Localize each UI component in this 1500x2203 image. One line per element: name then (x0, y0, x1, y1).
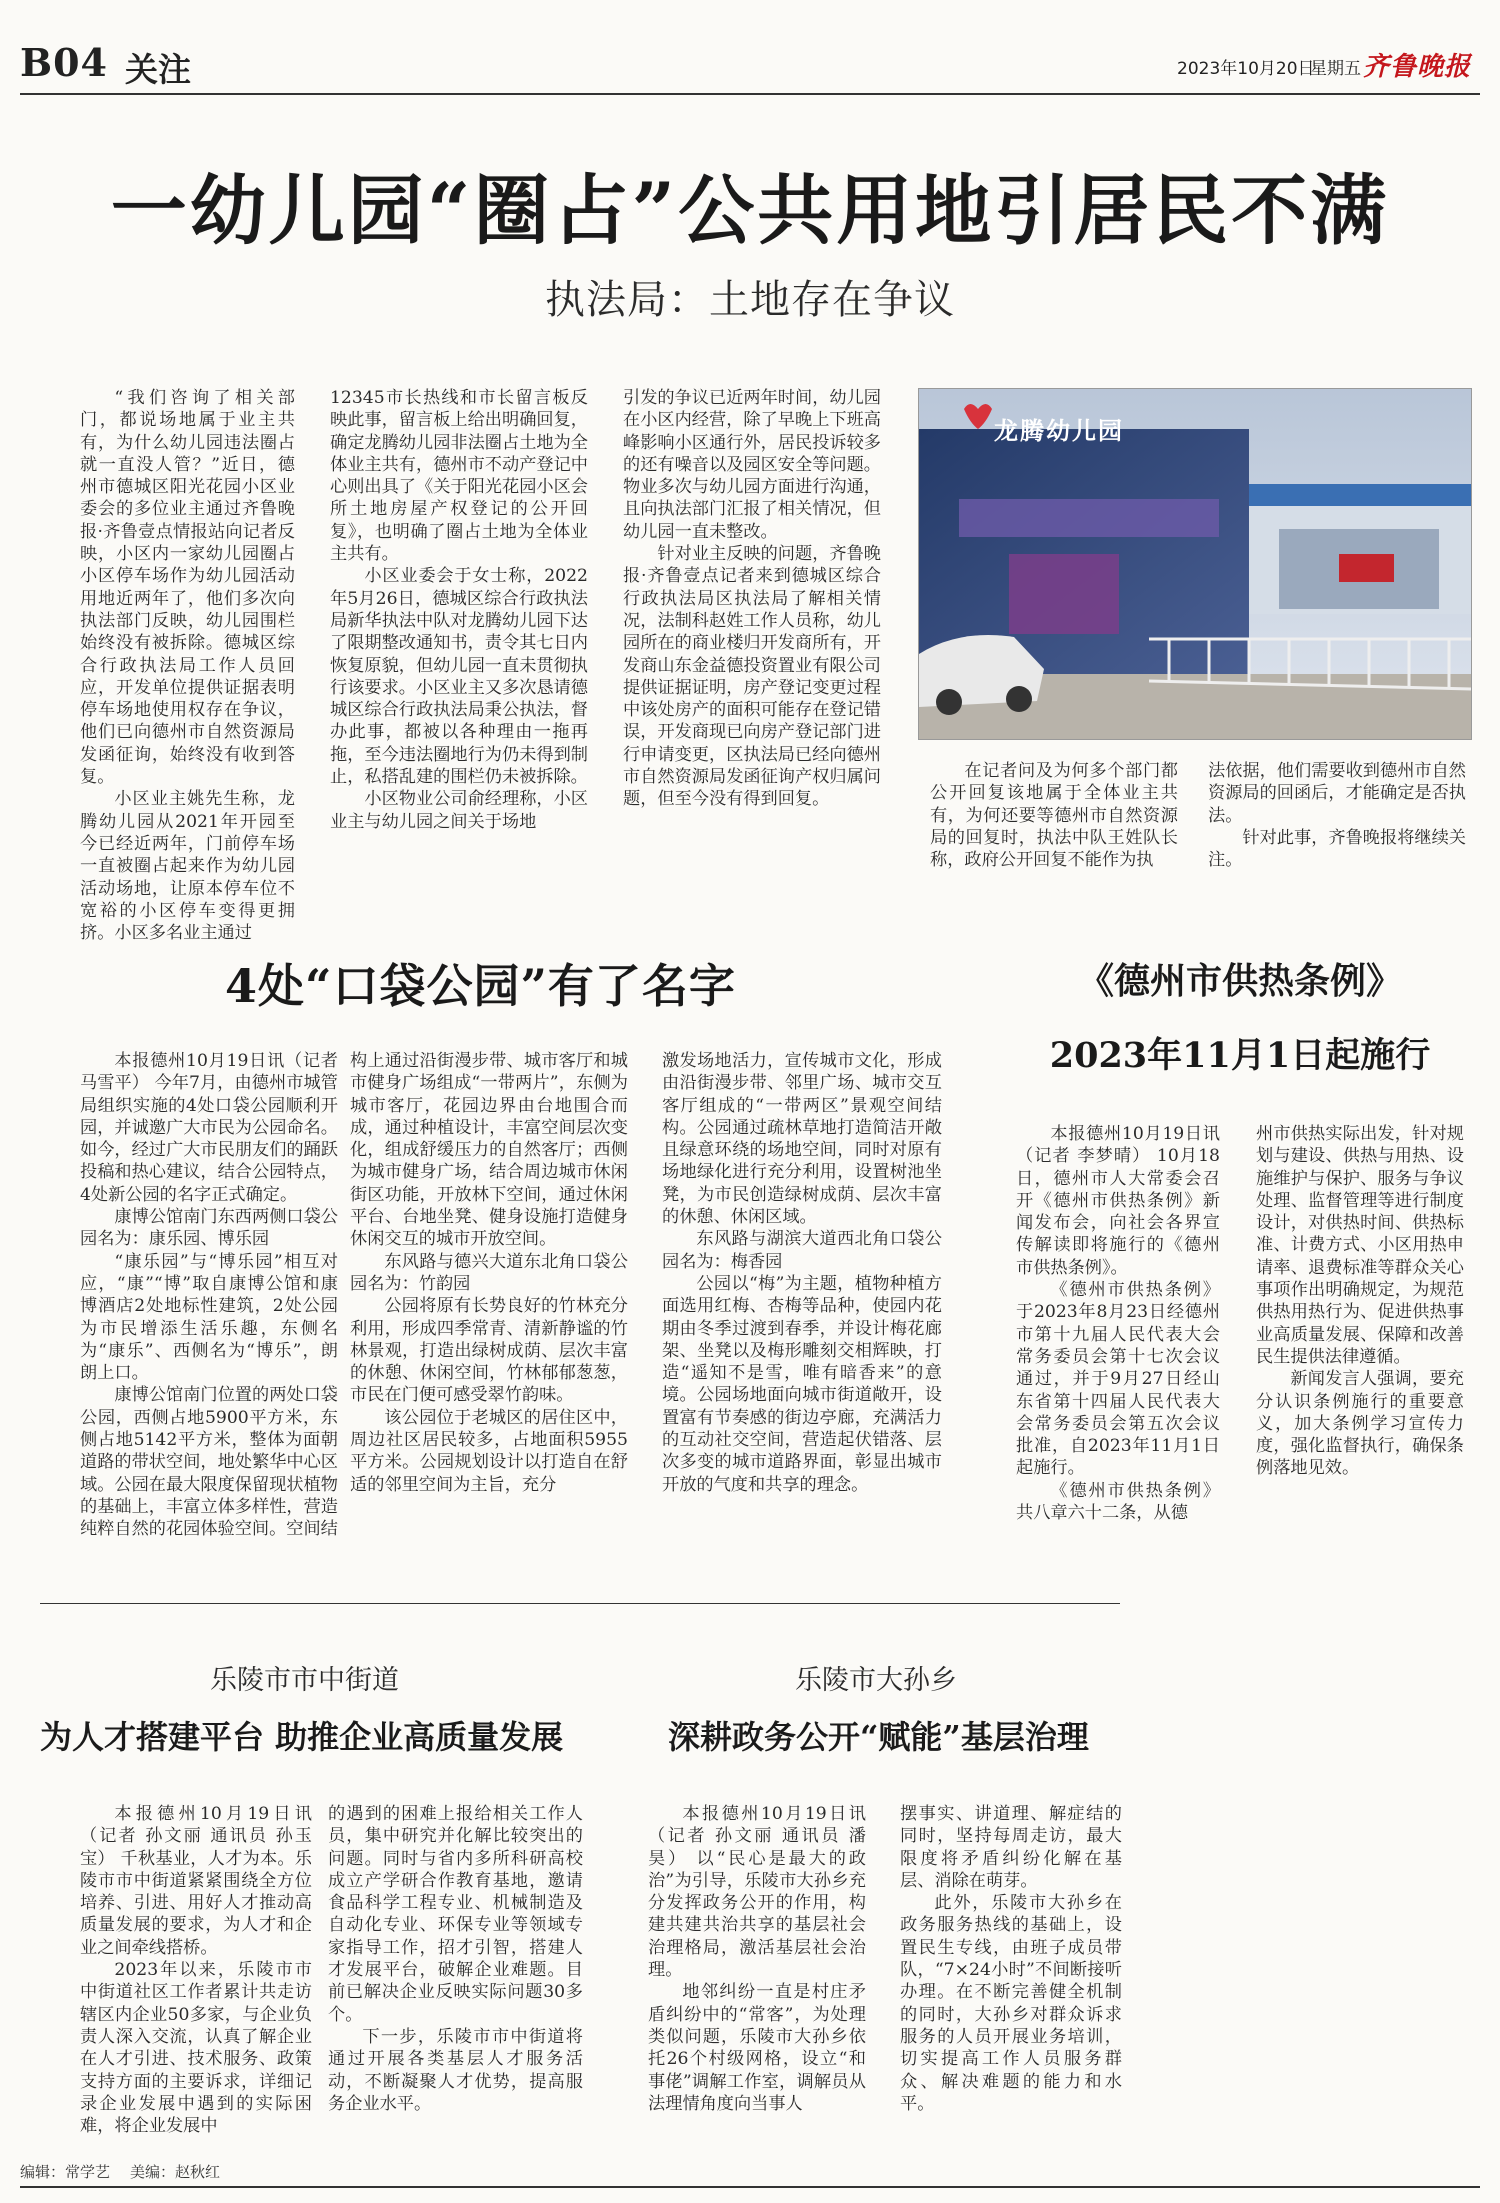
paragraph: 摆事实、讲道理、解症结的同时，坚持每周走访，最大限度将矛盾纠纷化解在基层、消除在萌芽。 (900, 1804, 1122, 1891)
lead-headline: 一幼儿园“圈占”公共用地引居民不满 (110, 166, 1390, 255)
kindergarten-signboard: 龙腾幼儿园 (994, 417, 1124, 445)
paragraph: 《德州市供热条例》共八章六十二条，从德 (1016, 1480, 1220, 1524)
page-number: B04 (20, 40, 108, 85)
lead-subheadline: 执法局：土地存在争议 (545, 277, 955, 323)
paragraph: 公园将原有长势良好的竹林充分利用，形成四季常青、清新静谧的竹林景观，打造出绿树成荫、层次丰富的休憩、休闲空间，竹林郁郁葱葱，市民在门便可感受翠竹韵味。 (350, 1296, 628, 1406)
paragraph: 康博公馆南门东西两侧口袋公园名为：康乐园、博乐园 (80, 1207, 338, 1250)
talent-column-1 (80, 1803, 312, 2137)
lead-column-1 (80, 387, 295, 944)
issue-date: 2023年10月20日 (1177, 59, 1315, 79)
park-headline: 4处“口袋公园”有了名字 (225, 959, 736, 1013)
affairs-column-1 (648, 1803, 866, 2115)
paragraph: 2023年以来，乐陵市市中街道社区工作者累计共走访辖区内企业50多家，与企业负责人深入交流，认真了解企业在人才引进、技术服务、政策支持方面的主要诉求，详细记录企业发展中遇到的实际困难，将企业发展中 (80, 1960, 312, 2137)
paragraph: 本报德州10月19日讯（记者 李梦晴） 10月18日，德州市人大常委会召开《德州市供热条例》新闻发布会，向社会各界宣传解读即将施行的《德州市供热条例》。 (1016, 1124, 1220, 1278)
lead-column-3 (623, 387, 881, 811)
talent-headline: 为人才搭建平台 助推企业高质量发展 (40, 1718, 564, 1756)
paragraph: 康博公馆南门位置的两处口袋公园，西侧占地5900平方米，东侧占地5142平方米，整体为面朝道路的带状空间，地处繁华中心区域。公园在最大限度保留现状植物的基础上，丰富立体多样性，营造纯粹自然的花园体验空间。空间结 (80, 1385, 338, 1540)
paragraph: 构上通过沿街漫步带、城市客厅和城市健身广场组成“一带两片”，东侧为城市客厅，花园边界由台地围合而成，通过种植设计，丰富空间层次变化，组成舒缓压力的自然客厅；西侧为城市健身广场，结合周边城市休闲街区功能，开放林下空间，通过休闲平台、台地坐凳、健身设施打造健身休闲交互的城市开放空间。 (350, 1051, 628, 1250)
paragraph: 公园以“梅”为主题，植物种植方面选用红梅、杏梅等品种，使园内花期由冬季过渡到春季，并设计梅花廊架、坐凳以及梅形雕刻交相辉映，打造“遥知不是雪，唯有暗香来”的意境。公园场地面向城市街道敞开，设置富有节奏感的街边亭廊，充满活力的互动社交空间，营造起伏错落、层次多变的城市道路界面，彰显出城市开放的气度和共享的理念。 (662, 1273, 942, 1495)
paragraph: 针对此事，齐鲁晚报将继续关注。 (1208, 827, 1466, 871)
talent-kicker: 乐陵市市中街道 (210, 1665, 399, 1696)
heating-column-2 (1256, 1123, 1464, 1480)
section-divider (40, 1603, 1120, 1604)
paragraph: 该公园位于老城区的居住区中，周边社区居民较多，占地面积5955平方米。公园规划设计以打造自在舒适的邻里空间为主旨，充分 (350, 1407, 628, 1495)
paragraph: 小区物业公司俞经理称，小区业主与幼儿园之间关于场地 (330, 789, 588, 832)
kindergarten-photo (918, 388, 1472, 740)
lead-column-4 (930, 760, 1178, 871)
paragraph: 在记者问及为何多个部门都公开回复该地属于全体业主共有，为何还要等德州市自然资源局的回复时，执法中队王姓队长称，政府公开回复不能作为执 (930, 761, 1178, 871)
paragraph: 12345市长热线和市长留言板反映此事，留言板上给出明确回复，确定龙腾幼儿园非法圈占土地为全体业主共有，德州市不动产登记中心则出具了《关于阳光花园小区会所土地房屋产权登记的公开回复》，也明确了圈占土地为全体业主共有。 (330, 388, 588, 565)
paragraph: 小区业主姚先生称，龙腾幼儿园从2021年开园至今已经近两年，门前停车场一直被圈占起来作为幼儿园活动场地，让原本停车位不宽裕的小区停车变得更拥挤。小区多名业主通过 (80, 789, 295, 944)
footer-editor: 编辑：常学艺 (20, 2163, 111, 2181)
park-column-3 (662, 1050, 942, 1496)
paragraph: 引发的争议已近两年时间，幼儿园在小区内经营，除了早晚上下班高峰影响小区通行外，居民投诉较多的还有噪音以及园区安全等问题。物业多次与幼儿园方面进行沟通，且向执法部门汇报了相关情况，但幼儿园一直未整改。 (623, 388, 881, 542)
affairs-headline: 深耕政务公开“赋能”基层治理 (668, 1718, 1089, 1756)
paragraph: 针对业主反映的问题，齐鲁晚报·齐鲁壹点记者来到德城区综合行政执法局区执法局了解相关情况，法制科赵姓工作人员称，幼儿园所在的商业楼归开发商所有，开发商山东金益德投资置业有限公司提供证据证明，房产登记变更过程中该处房产的面积可能存在登记错误，开发商现已向房产登记部门进行申请变更，区执法局已经向德州市自然资源局发函征询产权归属问题，但至今没有得到回复。 (623, 544, 881, 810)
park-column-2 (350, 1050, 628, 1496)
paragraph: 东风路与德兴大道东北角口袋公园名为：竹韵园 (350, 1251, 628, 1294)
lead-column-5 (1208, 760, 1466, 871)
heating-subheadline: 2023年11月1日起施行 (1049, 1035, 1431, 1076)
paragraph: 州市供热实际出发，针对规划与建设、供热与用热、设施维护与保护、服务与争议处理、监督管理等进行制度设计，对供热时间、供热标准、计费方式、小区用热申请率、退费标准等群众关心事项作出明确规定，为规范供热用热行为、促进供热事业高质量发展、保障和改善民生提供法律遵循。 (1256, 1124, 1464, 1367)
footer-designer: 美编：赵秋红 (130, 2163, 221, 2181)
heating-column-1 (1016, 1123, 1220, 1524)
paragraph: 此外，乐陵市大孙乡在政务服务热线的基础上，设置民生专线，由班子成员带队，“7×24小时”不间断接听办理。在不断完善健全机制的同时，大孙乡对群众诉求服务的人员开展业务培训，切实提高工作人员服务群众、解决难题的能力和水平。 (900, 1893, 1122, 2114)
paragraph: 新闻发言人强调，要充分认识条例施行的重要意义，加大条例学习宣传力度，强化监督执行，确保条例落地见效。 (1256, 1369, 1464, 1479)
footer-rule (20, 2186, 1480, 2188)
paragraph: 本报德州10月19日讯（记者 孙文丽 通讯员 潘昊） 以“民心是最大的政治”为引导，乐陵市大孙乡充分发挥政务公开的作用，构建共建共治共享的基层社会治理格局，激活基层社会治理。 (648, 1804, 866, 1981)
heating-headline: 《德州市供热条例》 (1077, 960, 1402, 1002)
paragraph: 本报德州10月19日讯（记者 孙文丽 通讯员 孙玉宝） 千秋基业，人才为本。乐陵市市中街道紧紧围绕全方位培养、引进、用好人才推动高质量发展的要求，为人才和企业之间牵线搭桥。 (80, 1804, 312, 1958)
paragraph: 下一步，乐陵市市中街道将通过开展各类基层人才服务活动，不断凝聚人才优势，提高服务企业水平。 (328, 2026, 583, 2114)
header-rule (20, 93, 1480, 95)
paragraph: 激发场地活力，宣传城市文化，形成由沿街漫步带、邻里广场、城市交互客厅组成的“一带两区”景观空间结构。公园通过疏林草地打造简洁开敞且绿意环绕的场地空间，同时对原有场地绿化进行充分利用，设置树池坐凳，为市民创造绿树成荫、层次丰富的休憩、休闲区域。 (662, 1051, 942, 1228)
talent-column-2 (328, 1803, 583, 2115)
issue-weekday: 星期五 (1310, 59, 1361, 79)
paragraph: 法依据，他们需要收到德州市自然资源局的回函后，才能确定是否执法。 (1208, 761, 1466, 826)
paragraph: 东风路与湖滨大道西北角口袋公园名为：梅香园 (662, 1229, 942, 1272)
paragraph: “我们咨询了相关部门，都说场地属于业主共有，为什么幼儿园违法圈占就一直没人管？”近日，德州市德城区阳光花园小区业委会的多位业主通过齐鲁晚报·齐鲁壹点情报站向记者反映，小区内一家幼儿园圈占小区停车场作为幼儿园活动用地近两年了，他们多次向执法部门反映，幼儿园围栏始终没有被拆除。德城区综合行政执法局工作人员回应，开发单位提供证据表明停车场地使用权存在争议，他们已向德州市自然资源局发函征询，始终没有收到答复。 (80, 388, 295, 788)
affairs-kicker: 乐陵市大孙乡 (795, 1665, 957, 1696)
paragraph: “康乐园”与“博乐园”相互对应，“康”“博”取自康博公馆和康博酒店2处地标性建筑，2处公园为市民增添生活乐趣，东侧名为“康乐”、西侧名为“博乐”，朗朗上口。 (80, 1251, 338, 1384)
affairs-column-2 (900, 1803, 1122, 2115)
paragraph: 《德州市供热条例》于2023年8月23日经德州市第十九届人民代表大会常务委员会第十七次会议通过，并于9月27日经山东省第十四届人民代表大会常务委员会第五次会议批准，自2023年11月1日起施行。 (1016, 1280, 1220, 1479)
paragraph: 的遇到的困难上报给相关工作人员，集中研究并化解比较突出的问题。同时与省内多所科研高校成立产学研合作教育基地，邀请食品科学工程专业、机械制造及自动化专业、环保专业等领域专家指导工作，招才引智，搭建人才发展平台，破解企业难题。目前已解决企业反映实际问题30多个。 (328, 1804, 583, 2025)
section-name: 关注 (125, 50, 191, 89)
paragraph: 本报德州10月19日讯（记者 马雪平） 今年7月，由德州市城管局组织实施的4处口袋公园顺利开园，并诚邀广大市民为公园命名。如今，经过广大市民朋友们的踊跃投稿和热心建议，结合公园特点，4处新公园的名字正式确定。 (80, 1051, 338, 1205)
lead-column-2 (330, 387, 588, 833)
park-column-1 (80, 1050, 338, 1541)
paragraph: 地邻纠纷一直是村庄矛盾纠纷中的“常客”，为处理类似问题，乐陵市大孙乡依托26个村级网格，设立“和事佬”调解工作室，调解员从法理情角度向当事人 (648, 1982, 866, 2114)
paragraph: 小区业委会于女士称，2022年5月26日，德城区综合行政执法局新华执法中队对龙腾幼儿园下达了限期整改通知书，责令其七日内恢复原貌，但幼儿园一直未贯彻执行该要求。小区业主又多次恳请德城区综合行政执法局秉公执法，督办此事，都被以各种理由一拖再拖，至今违法圈地行为仍未得到制止，私搭乱建的围栏仍未被拆除。 (330, 566, 588, 788)
newspaper-logo: 齐鲁晚报 (1363, 52, 1472, 82)
